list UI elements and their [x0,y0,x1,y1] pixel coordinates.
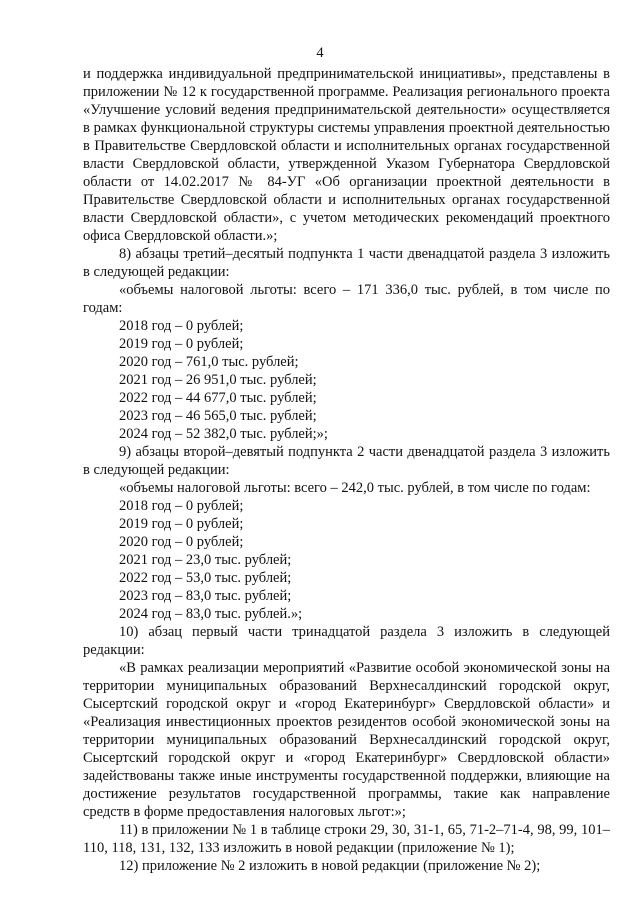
list-item: 2018 год – 0 рублей; [119,498,244,514]
list-item: 2018 год – 0 рублей; [119,318,244,334]
paragraph-project-management: и поддержка индивидуальной предпринимательской инициативы», представлены в приложении № 12 к государственной программе. Реализация регионального проекта «Улучшение условий ведения предпринимательской деятельности» осуществляется в рамках функциональной структуры системы управления проектной деятельностью в Правительстве Свердловской области и исполнительных органах государственной власти Свердловской области, утвержденной Указом Губернатора Свердловской области от 14.02.2017 № 84-УГ «Об организации проектной деятельности в Правительстве Свердловской области и исполнительных органах государственной власти Свердловской области», с учетом методических рекомендаций проектного офиса Свердловской области.»; [83,66,610,244]
paragraph-tax-benefit-total-1: «объемы налоговой льготы: всего – 171 336,0 тыс. рублей, в том числе по годам: [83,282,610,316]
list-item: 2023 год – 83,0 тыс. рублей; [119,588,292,604]
list-item: 2019 год – 0 рублей; [119,336,244,352]
list-item: 2021 год – 26 951,0 тыс. рублей; [119,372,317,388]
paragraph-item-10: 10) абзац первый части тринадцатой раздела 3 изложить в следующей редакции: [83,624,610,658]
list-item: 2020 год – 0 рублей; [119,534,244,550]
list-item: 2019 год – 0 рублей; [119,516,244,532]
page-number: 4 [316,45,324,61]
paragraph-tax-benefit-total-2: «объемы налоговой льготы: всего – 242,0 тыс. рублей, в том числе по годам: [119,480,591,496]
paragraph-special-economic-zone: «В рамках реализации мероприятий «Развитие особой экономической зоны на территории муниципальных образований Верхнесалдинский городской округ, Сысертский городской округ и «город Екатеринбург» Свердловской области» и «Реализация инвестиционных проектов резидентов особой экономической зоны на территории муниципальных образований Верхнесалдинский городской округ, Сысертский городской округ и «город Екатеринбург» Свердловской области» задействованы также иные инструменты государственной поддержки, влияющие на достижение результатов государственной программы, такие как направление средств в форме предоставления налоговых льгот:»; [83,660,610,820]
paragraph-item-8: 8) абзацы третий–десятый подпункта 1 части двенадцатой раздела 3 изложить в следующей редакции: [83,246,610,280]
list-item: 2022 год – 44 677,0 тыс. рублей; [119,390,317,406]
list-item: 2024 год – 52 382,0 тыс. рублей;»; [119,426,328,442]
paragraph-item-9: 9) абзацы второй–девятый подпункта 2 части двенадцатой раздела 3 изложить в следующей редакции: [83,444,610,478]
paragraph-item-11: 11) в приложении № 1 в таблице строки 29, 30, 31-1, 65, 71-2–71-4, 98, 99, 101–110, 118, 131, 132, 133 изложить в новой редакции (приложение № 1); [83,822,610,856]
list-item: 2022 год – 53,0 тыс. рублей; [119,570,292,586]
list-item: 2021 год – 23,0 тыс. рублей; [119,552,292,568]
list-item: 2024 год – 83,0 тыс. рублей.»; [119,606,303,622]
list-item: 2023 год – 46 565,0 тыс. рублей; [119,408,317,424]
document-body [83,65,610,875]
paragraph-item-12: 12) приложение № 2 изложить в новой редакции (приложение № 2); [119,858,541,874]
list-item: 2020 год – 761,0 тыс. рублей; [119,354,299,370]
